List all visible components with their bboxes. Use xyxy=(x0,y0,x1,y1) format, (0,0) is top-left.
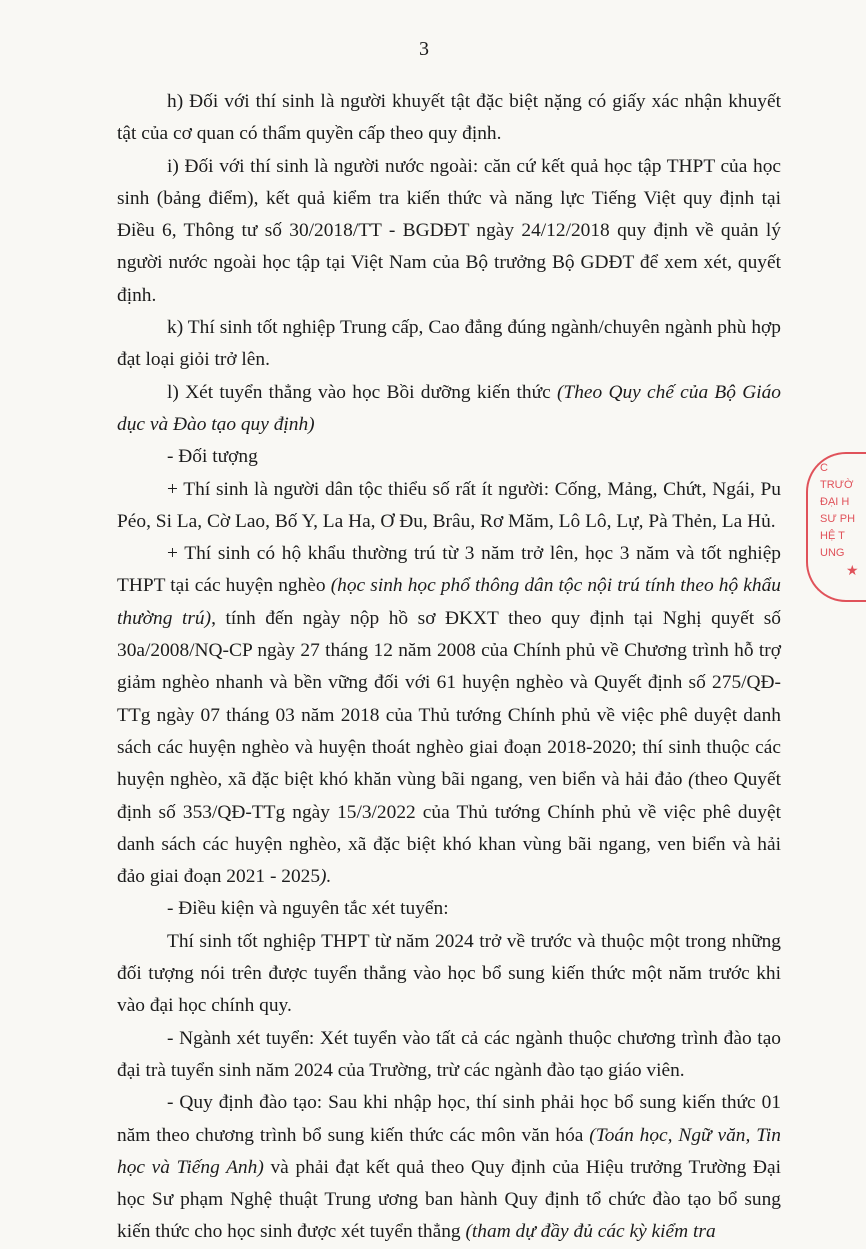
stamp-text: UNG xyxy=(820,547,845,559)
text-run: - Ngành xét tuyển: Xét tuyển vào tất cả các ngành thuộc chương trình đào tạo đại trà tuyển sinh năm 2024 của Trường, trừ các ngành đào tạo giáo viên. xyxy=(117,1027,781,1081)
text-run: - Quy định đào tạo: Sau khi nhập học, thí sinh phải học bổ sung kiến thức 01 năm theo chương trình bổ sung kiến thức các môn văn hóa xyxy=(117,1092,781,1146)
document-body xyxy=(117,86,781,1249)
paragraph-h xyxy=(117,86,781,151)
text-run: h) Đối với thí sinh là người khuyết tật đặc biệt nặng có giấy xác nhận khuyết tật của cơ quan có thẩm quyền cấp theo quy định. xyxy=(117,91,781,145)
text-run: (Toán học, Ngữ văn, Tin học và Tiếng Anh) xyxy=(117,1124,781,1178)
text-run: ( xyxy=(688,769,695,791)
text-run: (tham dự đầy đủ các kỳ kiểm tra xyxy=(465,1221,716,1243)
text-run: và phải đạt kết quả theo Quy định của Hiệu trưởng Trường Đại học Sư phạm Nghệ thuật Trung ương ban hành Quy định tổ chức đào tạo bổ sung kiến thức cho học sinh được xét tuyển thẳng xyxy=(117,1156,781,1243)
paragraph-quydinh xyxy=(117,1087,781,1248)
text-run: l) Xét tuyển thẳng vào học Bồi dưỡng kiến thức xyxy=(167,381,557,403)
text-run: - Đối tượng xyxy=(167,446,258,468)
paragraph-dk1 xyxy=(117,926,781,1023)
text-run: theo Quyết định số 353/QĐ-TTg ngày 15/3/2022 của Thủ tướng Chính phủ về việc phê duyệt danh sách các huyện nghèo, xã đặc biệt khó khan vùng bãi ngang, ven biển và hải đảo giai đoạn 2021 - 2025 xyxy=(117,769,781,888)
paragraph-nganh xyxy=(117,1023,781,1088)
paragraph-dt2 xyxy=(117,538,781,893)
text-run: k) Thí sinh tốt nghiệp Trung cấp, Cao đẳng đúng ngành/chuyên ngành phù hợp đạt loại giỏi trở lên. xyxy=(117,317,781,371)
text-run: i) Đối với thí sinh là người nước ngoài: căn cứ kết quả học tập THPT của học sinh (bảng điểm), kết quả kiểm tra kiến thức và năng lực Tiếng Việt quy định tại Điều 6, Thông tư số 30/2018/TT - BGDĐT ngày 24/12/2018 quy định về quản lý người nước ngoài học tập tại Việt Nam của Bộ trưởng Bộ GDĐT để xem xét, quyết định. xyxy=(117,155,781,306)
paragraph-i xyxy=(117,151,781,312)
stamp-text: TRƯỜ xyxy=(820,479,854,491)
paragraph-dk xyxy=(117,893,781,925)
text-run: , tính đến ngày nộp hồ sơ ĐKXT theo quy định tại Nghị quyết số 30a/2008/NQ-CP ngày 27 tháng 12 năm 2008 của Chính phủ về Chương trình hỗ trợ giảm nghèo nhanh và bền vững đối với 61 huyện nghèo và Quyết định số 275/QĐ-TTg ngày 07 tháng 03 năm 2018 của Thủ tướng Chính phủ về việc phê duyệt danh sách các huyện nghèo và huyện thoát nghèo giai đoạn 2018-2020; thí sinh thuộc các huyện nghèo, xã đặc biệt khó khăn vùng bãi ngang, ven biển và hải đảo xyxy=(117,607,781,791)
paragraph-doi-tuong xyxy=(117,441,781,473)
paragraph-k xyxy=(117,312,781,377)
text-run: (học sinh học phổ thông dân tộc nội trú tính theo hộ khẩu thường trú) xyxy=(117,575,781,629)
text-run: Thí sinh tốt nghiệp THPT từ năm 2024 trở về trước và thuộc một trong những đối tượng nói trên được tuyển thẳng vào học bổ sung kiến thức một năm trước khi vào đại học chính quy. xyxy=(117,930,781,1017)
text-run: - Điều kiện và nguyên tắc xét tuyển: xyxy=(167,898,449,920)
text-run: (Theo Quy chế của Bộ Giáo dục và Đào tạo quy định) xyxy=(117,381,781,435)
text-run: + Thí sinh là người dân tộc thiểu số rất ít người: Cống, Mảng, Chứt, Ngái, Pu Péo, Si La, Cờ Lao, Bố Y, La Ha, Ơ Đu, Brâu, Rơ Măm, Lô Lô, Lự, Pà Thẻn, La Hủ. xyxy=(117,478,781,532)
page-number: 3 xyxy=(419,38,429,60)
stamp-text: ĐẠI H xyxy=(820,496,850,508)
text-run: + Thí sinh có hộ khẩu thường trú từ 3 năm trở lên, học 3 năm và tốt nghiệp THPT tại các huyện nghèo xyxy=(117,543,781,597)
stamp-text: HỆ T xyxy=(820,530,845,542)
stamp-text: C xyxy=(820,462,828,474)
stamp-text: SƯ PH xyxy=(820,513,856,525)
paragraph-dt1 xyxy=(117,474,781,539)
text-run: ). xyxy=(320,866,332,888)
paragraph-l xyxy=(117,377,781,442)
red-seal-stamp xyxy=(806,452,866,602)
stamp-text: ★ xyxy=(846,562,859,578)
